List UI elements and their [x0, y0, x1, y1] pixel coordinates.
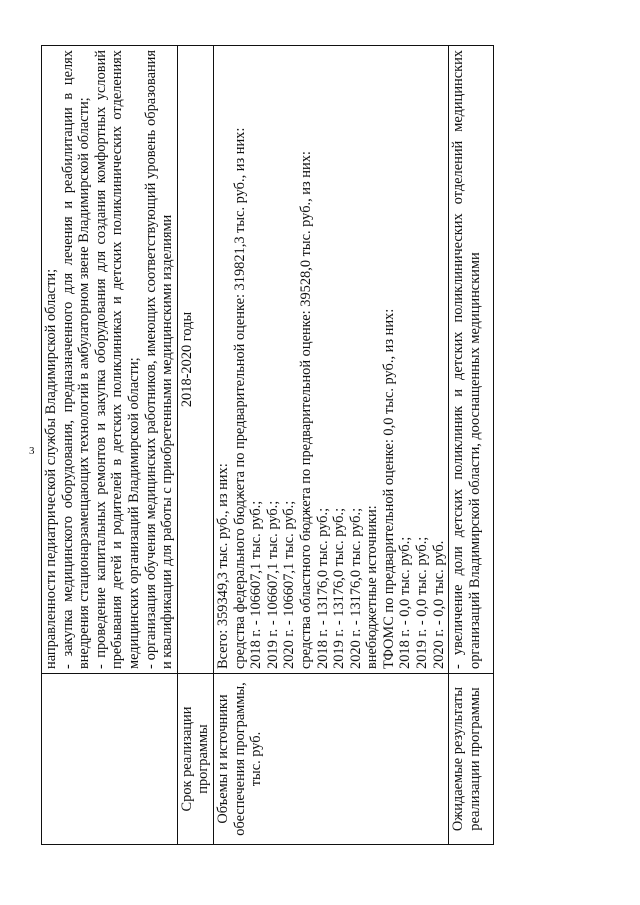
funding-line: 2019 г. - 13176,0 тыс. руб.;: [331, 507, 348, 669]
funding-value-cell: [213, 46, 448, 674]
funding-line: 2018 г. - 13176,0 тыс. руб.;: [314, 507, 331, 669]
continuation-line: - проведение капитальных ремонтов и закупка оборудования для создания комфортных условий пребывания детей и родителей в детских поликлиниках и детских поликлинических отделениях медицинских организаций Владимирской области;: [92, 50, 142, 669]
funding-label: Объемы и источники обеспечения программы, тыс. руб.: [213, 674, 448, 845]
funding-line: 2020 г. - 0,0 тыс. руб.: [430, 540, 447, 669]
term-label: Срок реализации программы: [177, 674, 213, 845]
rotated-program-table: [41, 45, 599, 845]
funding-line: ТФОМС по предварительной оценке: 0,0 тыс. руб., из них:: [380, 308, 397, 669]
funding-line: 2020 г. - 13176,0 тыс. руб.;: [347, 507, 364, 669]
continuation-label-cell: [42, 674, 178, 845]
funding-line: средства федерального бюджета по предварительной оценке: 319821,3 тыс. руб., из них:: [231, 127, 248, 669]
continuation-line: - закупка медицинского оборудования, предназначенного для лечения и реабилитации в целях внедрения стационарзамещающих технологий в амбулаторном звене Владимирской области;: [59, 50, 93, 669]
funding-line: 2019 г. - 0,0 тыс. руб.;: [414, 536, 431, 669]
continuation-value-cell: [42, 46, 178, 674]
continuation-line: направленности педиатрической службы Владимирской области;: [43, 268, 59, 669]
funding-line: средства областного бюджета по предварительной оценке: 39528,0 тыс. руб., из них:: [297, 151, 314, 669]
table-row: [449, 46, 494, 845]
results-label: Ожидаемые результаты реализации программы: [449, 674, 494, 845]
table-row: [177, 46, 213, 845]
funding-line: 2018 г. - 0,0 тыс. руб.;: [397, 536, 414, 669]
program-passport-table: [41, 45, 494, 845]
funding-line: 2018 г. - 106607,1 тыс. руб.;: [248, 500, 265, 669]
table-row: [42, 46, 178, 845]
funding-line: внебюджетные источники:: [364, 505, 381, 669]
results-text: - увеличение доли детских поликлиник и детских поликлинических отделений медицинских организаций Владимирской области, дооснащенных медицинскими: [450, 50, 483, 669]
funding-line: Всего: 359349,3 тыс. руб., из них:: [214, 463, 231, 669]
funding-line: 2019 г. - 106607,1 тыс. руб.;: [264, 500, 281, 669]
page-number: 3: [29, 445, 35, 457]
funding-line: 2020 г. - 106607,1 тыс. руб.;: [281, 500, 298, 669]
table-row: [213, 46, 448, 845]
results-value-cell: [449, 46, 494, 674]
continuation-line: - организация обучения медицинских работников, имеющих соответствующий уровень образования и квалификации для работы с приобретенными медицинскими изделиями: [142, 50, 176, 669]
term-value: 2018-2020 годы: [177, 46, 213, 674]
